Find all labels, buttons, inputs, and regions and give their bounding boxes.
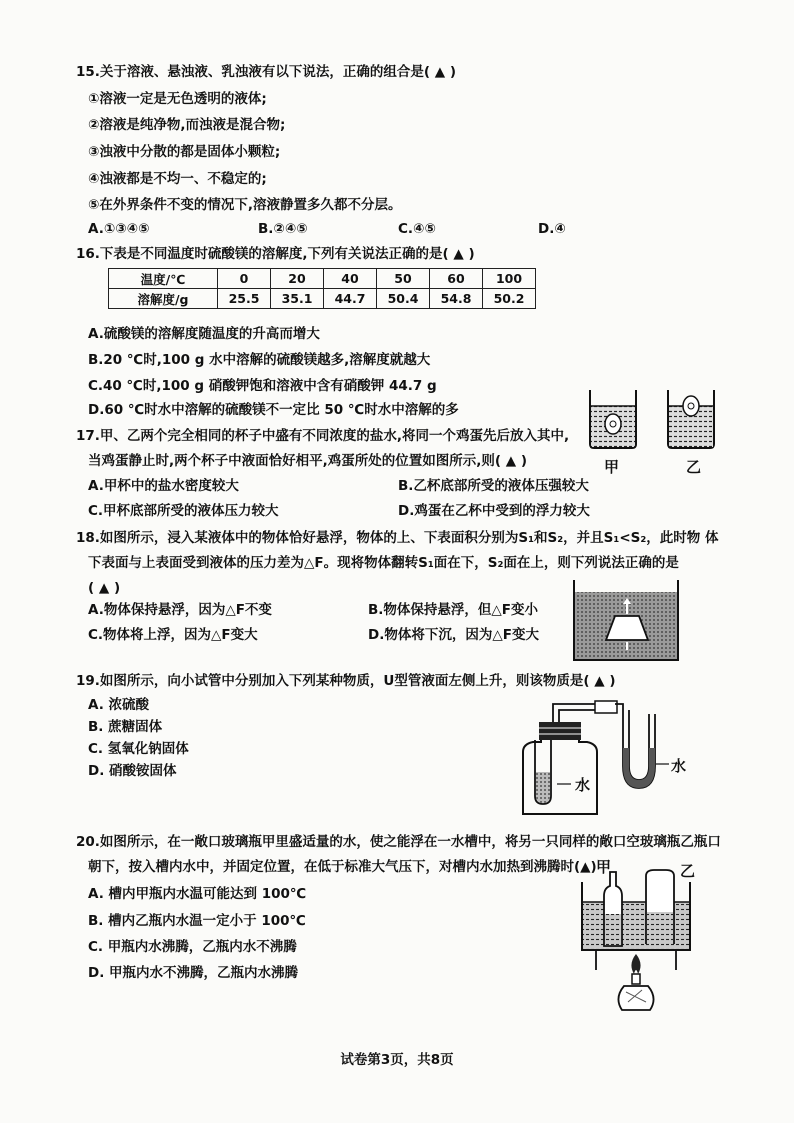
q15-option-b: B.②④⑤	[258, 221, 308, 237]
q19-option-d: D. 硝酸铵固体	[88, 763, 177, 779]
egg-yi	[683, 396, 699, 416]
q15-item-2: ②溶液是纯净物,而浊液是混合物;	[88, 117, 286, 133]
egg-jia	[605, 414, 621, 434]
solubility-cell: 50.2	[483, 289, 536, 309]
q18-option-d: D.物体将下沉，因为△F变大	[368, 627, 539, 643]
q18-option-c: C.物体将上浮，因为△F变大	[88, 627, 258, 643]
temp-cell: 50	[377, 269, 430, 289]
q20-option-a: A. 槽内甲瓶内水温可能达到 100℃	[88, 886, 307, 902]
q18-option-a: A.物体保持悬浮，因为△F不变	[88, 602, 272, 618]
temp-cell: 40	[324, 269, 377, 289]
q15-item-5: ⑤在外界条件不变的情况下,溶液静置多久都不分层。	[88, 197, 402, 213]
temperature-header: 温度/℃	[109, 269, 218, 289]
q18-option-b: B.物体保持悬浮，但△F变小	[368, 602, 539, 618]
beaker-yi	[668, 390, 714, 448]
q17-option-c: C.甲杯底部所受的液体压力较大	[88, 503, 279, 519]
q15-option-c: C.④⑤	[398, 221, 436, 237]
q20-option-d: D. 甲瓶内水不沸腾，乙瓶内水沸腾	[88, 965, 299, 981]
temperature-row	[109, 269, 536, 289]
q19-option-a: A. 浓硫酸	[88, 697, 150, 713]
q19-option-c: C. 氢氧化钠固体	[88, 741, 189, 757]
q18-stem-line3: ( ▲ )	[88, 580, 121, 596]
solubility-cell: 35.1	[271, 289, 324, 309]
q15-option-d: D.④	[538, 221, 566, 237]
egg-beakers-figure	[584, 384, 734, 454]
solubility-row	[109, 289, 536, 309]
suspended-block-figure	[572, 578, 682, 662]
q20-option-b: B. 槽内乙瓶内水温一定小于 100℃	[88, 913, 306, 929]
beaker-jia	[590, 390, 636, 448]
q20-stem-line1: 20.如图所示，在一敞口玻璃瓶甲里盛适量的水，使之能浮在一水槽中，将另一只同样的敞口空玻璃瓶乙瓶口	[76, 834, 721, 850]
q17-option-d: D.鸡蛋在乙杯中受到的浮力较大	[398, 503, 590, 519]
q15-item-1: ①溶液一定是无色透明的液体;	[88, 91, 267, 107]
label-yi-bath: 乙	[680, 862, 696, 880]
solubility-header: 溶解度/g	[109, 289, 218, 309]
solubility-table	[108, 268, 536, 309]
q18-stem-line1: 18.如图所示，浸入某液体中的物体恰好悬浮，物体的上、下表面积分别为S₁和S₂，并且S₁<S₂，此时物 体	[76, 530, 719, 546]
solubility-cell: 50.4	[377, 289, 430, 309]
label-water-utube: 水	[671, 757, 687, 775]
q16-option-b: B.20 ℃时,100 g 水中溶解的硫酸镁越多,溶解度就越大	[88, 352, 431, 368]
q16-option-d: D.60 ℃时水中溶解的硫酸镁不一定比 50 ℃时水中溶解的多	[88, 402, 459, 418]
q15-stem: 15.关于溶液、悬浊液、乳浊液有以下说法，正确的组合是( ▲ )	[76, 64, 457, 80]
alcohol-burner	[618, 986, 653, 1010]
label-water-flask: 水	[575, 776, 591, 794]
q17-option-b: B.乙杯底部所受的液体压强较大	[398, 478, 589, 494]
q19-option-b: B. 蔗糖固体	[88, 719, 163, 735]
label-jia: 甲	[604, 458, 620, 476]
q17-option-a: A.甲杯中的盐水密度较大	[88, 478, 239, 494]
q16-stem: 16.下表是不同温度时硫酸镁的溶解度,下列有关说法正确的是( ▲ )	[76, 246, 475, 262]
boiling-bath-figure	[576, 862, 700, 1018]
q16-option-a: A.硫酸镁的溶解度随温度的升高而增大	[88, 326, 320, 342]
solubility-cell: 25.5	[218, 289, 271, 309]
solubility-cell: 54.8	[430, 289, 483, 309]
temp-cell: 20	[271, 269, 324, 289]
stopper	[539, 722, 581, 740]
q20-option-c: C. 甲瓶内水沸腾，乙瓶内水不沸腾	[88, 939, 297, 955]
q16-option-c: C.40 ℃时,100 g 硝酸钾饱和溶液中含有硝酸钾 44.7 g	[88, 378, 437, 394]
temp-cell: 0	[218, 269, 271, 289]
q17-stem-line2: 当鸡蛋静止时,两个杯子中液面恰好相平,鸡蛋所处的位置如图所示,则( ▲ )	[88, 453, 528, 469]
label-jia-bath: 甲	[596, 858, 612, 876]
temp-cell: 100	[483, 269, 536, 289]
q18-stem-line2: 下表面与上表面受到液体的压力差为△F。现将物体翻转S₁面在下，S₂面在上，则下列说法正确的是	[88, 555, 679, 571]
flask	[523, 730, 597, 814]
q17-stem-line1: 17.甲、乙两个完全相同的杯子中盛有不同浓度的盐水,将同一个鸡蛋先后放入其中,	[76, 428, 570, 444]
flame	[631, 954, 640, 974]
label-yi: 乙	[686, 458, 702, 476]
temp-cell: 60	[430, 269, 483, 289]
q15-item-3: ③浊液中分散的都是固体小颗粒;	[88, 144, 281, 160]
q15-item-4: ④浊液都是不均一、不稳定的;	[88, 171, 267, 187]
solubility-cell: 44.7	[324, 289, 377, 309]
q20-stem-line2: 朝下，按入槽内水中，并固定位置，在低于标准大气压下，对槽内水加热到沸腾时(▲)	[88, 859, 597, 875]
page-footer: 试卷第3页，共8页	[340, 1052, 454, 1068]
q19-stem: 19.如图所示，向小试管中分别加入下列某种物质，U型管液面左侧上升，则该物质是( ▲ )	[76, 673, 616, 689]
q15-option-a: A.①③④⑤	[88, 221, 150, 237]
